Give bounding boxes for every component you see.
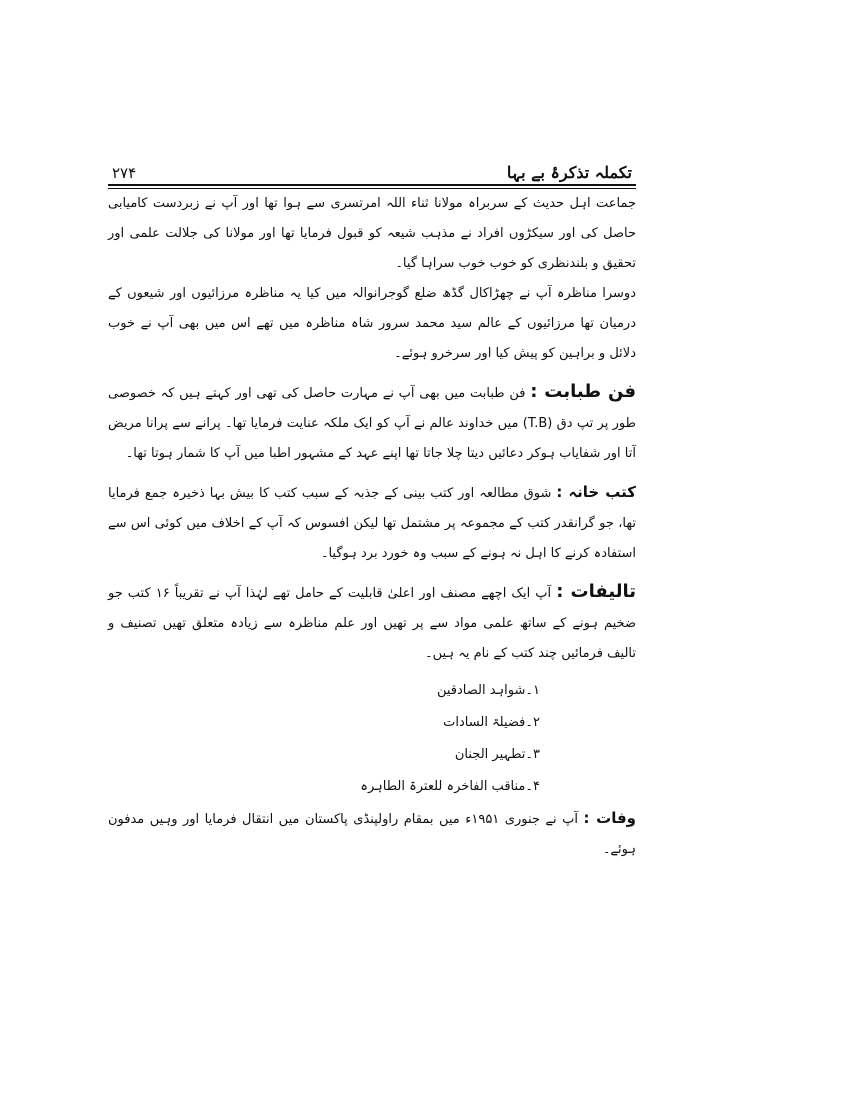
list-item: ۳۔تطہیر الجنان — [454, 747, 540, 762]
section-text: آپ ایک اچھے مصنف اور اعلیٰ قابلیت کے حامل تھے لہٰذا آپ نے تقریباً ۱۶ کتب جو ضخیم ہونے کے ساتھ علمی مواد سے پر تھیں اور علم مناظرہ سے زیادہ متعلق تھیں تصنیف و تالیف فرمائیں چند کتب کے نام یہ ہیں۔ — [108, 586, 636, 661]
section-tibabat — [108, 377, 636, 469]
header-rule — [108, 184, 636, 186]
section-heading: وفات : — [583, 809, 636, 827]
paragraph: جماعت اہل حدیث کے سربراہ مولانا ثناء اللہ امرتسری سے ہوا تھا اور آپ نے زبردست کامیابی حاصل کی اور سیکڑوں افراد نے مذہب شیعہ کو قبول فرمایا تھا اور مولانا کی جلالت علمی اور تحقیق و بلندنظری کو خوب خوب سراہا گیا۔ — [108, 196, 636, 271]
section-text: شوق مطالعہ اور کتب بینی کے جذبہ کے سبب کتب کا بیش بہا ذخیرہ جمع فرمایا تھا، جو گرانقدر کتب کے مجموعہ پر مشتمل تھا لیکن افسوس کہ آپ کے اخلاف میں کوئی اس سے استفادہ کرنے کا اہل نہ ہونے کے سبب وہ خورد برد ہوگیا۔ — [108, 486, 636, 561]
page-body — [108, 189, 636, 865]
section-heading: فن طبابت : — [530, 381, 636, 402]
page-number: ۲۷۴ — [112, 164, 137, 182]
list-item: ۱۔شواہد الصادقین — [436, 683, 540, 698]
section-kutubkhana — [108, 477, 636, 569]
list-item: ۴۔مناقب الفاخرہ للعترۃ الطاہرہ — [360, 779, 540, 794]
section-heading: کتب خانہ : — [556, 483, 636, 501]
running-title: تکملہ تذکرۂ بے بہا — [506, 163, 632, 182]
section-text: آپ نے جنوری ۱۹۵۱ء میں بمقام راولپنڈی پاکستان میں انتقال فرمایا اور وہیں مدفون ہوئے۔ — [108, 812, 636, 857]
page — [108, 150, 636, 865]
list-item: ۲۔فضیلۃ السادات — [443, 715, 540, 730]
section-text: فن طبابت میں بھی آپ نے مہارت حاصل کی تھی اور کہتے ہیں کہ خصوصی طور پر تپ دق (T.B) میں خداوند عالم نے آپ کو ایک ملکہ عنایت فرمایا تھا۔ پرانے سے پرانا مریض آتا اور شفایاب ہوکر دعائیں دیتا چلا جاتا تھا اپنے عہد کے مشہور اطبا میں آپ کا شمار ہوتا تھا۔ — [108, 386, 636, 461]
section-wafat — [108, 803, 636, 865]
section-heading: تالیفات : — [556, 581, 636, 602]
book-list — [108, 675, 636, 803]
paragraph: دوسرا مناظرہ آپ نے چھڑاکال گڈھ ضلع گوجرانوالہ میں کیا یہ مناظرہ مرزائیوں اور شیعوں کے درمیان تھا مرزائیوں کے عالم سید محمد سرور شاہ مناظرہ میں تھے اس میں بھی آپ نے خوب دلائل و براہین کو پیش کیا اور سرخرو ہوئے۔ — [108, 286, 636, 361]
section-talifat — [108, 577, 636, 669]
page-header — [108, 150, 636, 182]
